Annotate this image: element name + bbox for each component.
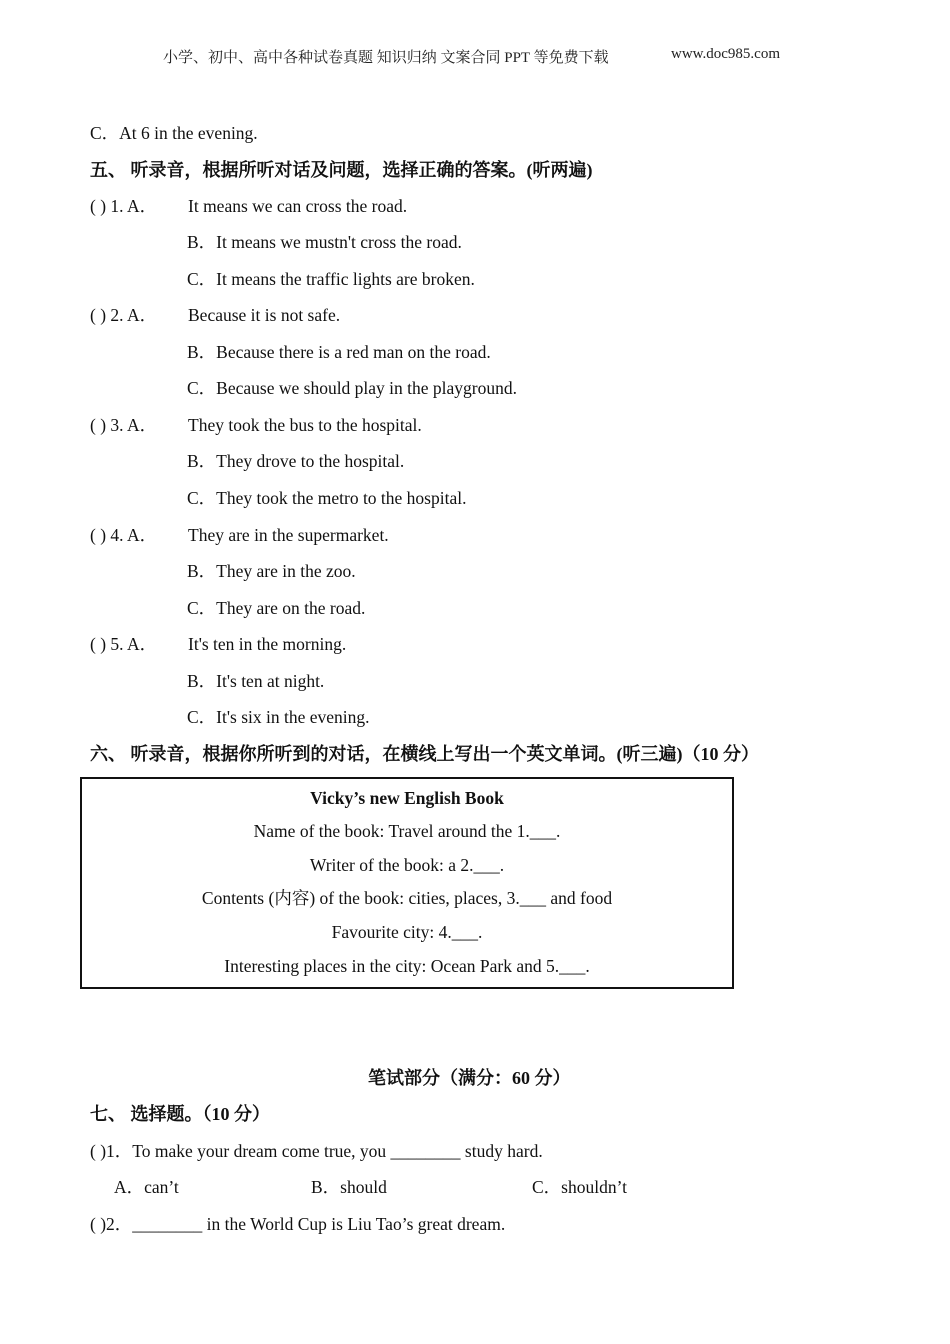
question-prefix: ( ) 4. A． xyxy=(90,525,158,545)
book-box-line-1: Name of the book: Travel around the 1.___. xyxy=(253,821,561,841)
section7-q1-option-c: C．shouldn’t xyxy=(532,1177,627,1197)
section7-q1-option-b: B．should xyxy=(311,1177,387,1197)
question-prefix: ( ) 1. A． xyxy=(90,196,158,216)
book-box-line-5: Interesting places in the city: Ocean Park and 5.___. xyxy=(224,956,590,976)
written-part-title: 笔试部分（满分：60 分） xyxy=(368,1068,571,1088)
question-prefix: ( ) 5. A． xyxy=(90,634,158,654)
option-b: B．They drove to the hospital. xyxy=(187,451,405,471)
section5-title: 五、 听录音，根据所听对话及问题，选择正确的答案。(听两遍) xyxy=(90,160,593,180)
option-b: B．Because there is a red man on the road. xyxy=(187,342,491,362)
option-c: C．Because we should play in the playground. xyxy=(187,378,518,398)
option-c: C．It means the traffic lights are broken. xyxy=(187,269,475,289)
prev-question-option-c: C．At 6 in the evening. xyxy=(90,123,258,143)
question-prefix: ( ) 2. A． xyxy=(90,305,158,325)
option-c: C．It's six in the evening. xyxy=(187,707,370,727)
option-b: B．They are in the zoo. xyxy=(187,561,356,581)
question-prefix: ( ) 3. A． xyxy=(90,415,158,435)
section7-question-2-stem: ( )2．________ in the World Cup is Liu Tao’s great dream. xyxy=(90,1214,506,1234)
option-a: They are in the supermarket. xyxy=(188,525,389,545)
option-c: C．They took the metro to the hospital. xyxy=(187,488,467,508)
option-b: B．It means we mustn't cross the road. xyxy=(187,232,462,252)
header-site-url[interactable]: www.doc985.com xyxy=(671,46,781,62)
option-a: It's ten in the morning. xyxy=(188,634,347,654)
book-box-title: Vicky’s new English Book xyxy=(310,788,504,808)
option-a: Because it is not safe. xyxy=(188,305,341,325)
option-a: It means we can cross the road. xyxy=(188,196,408,216)
book-box-line-3: Contents (内容) of the book: cities, places, 3.___ and food xyxy=(201,888,613,908)
section7-q1-option-a: A．can’t xyxy=(114,1177,179,1197)
section7-title: 七、 选择题。（10 分） xyxy=(90,1104,270,1124)
section6-title: 六、 听录音，根据你所听到的对话，在横线上写出一个英文单词。(听三遍)（10 分） xyxy=(90,744,759,764)
option-b: B．It's ten at night. xyxy=(187,671,325,691)
option-a: They took the bus to the hospital. xyxy=(188,415,422,435)
option-c: C．They are on the road. xyxy=(187,598,366,618)
header-site-tagline: 小学、初中、高中各种试卷真题 知识归纳 文案合同 PPT 等免费下载 xyxy=(163,50,609,66)
section7-question-1-stem: ( )1．To make your dream come true, you ________ study hard. xyxy=(90,1141,543,1161)
book-info-box xyxy=(80,777,734,989)
book-box-line-4: Favourite city: 4.___. xyxy=(331,922,483,942)
book-box-line-2: Writer of the book: a 2.___. xyxy=(309,855,505,875)
